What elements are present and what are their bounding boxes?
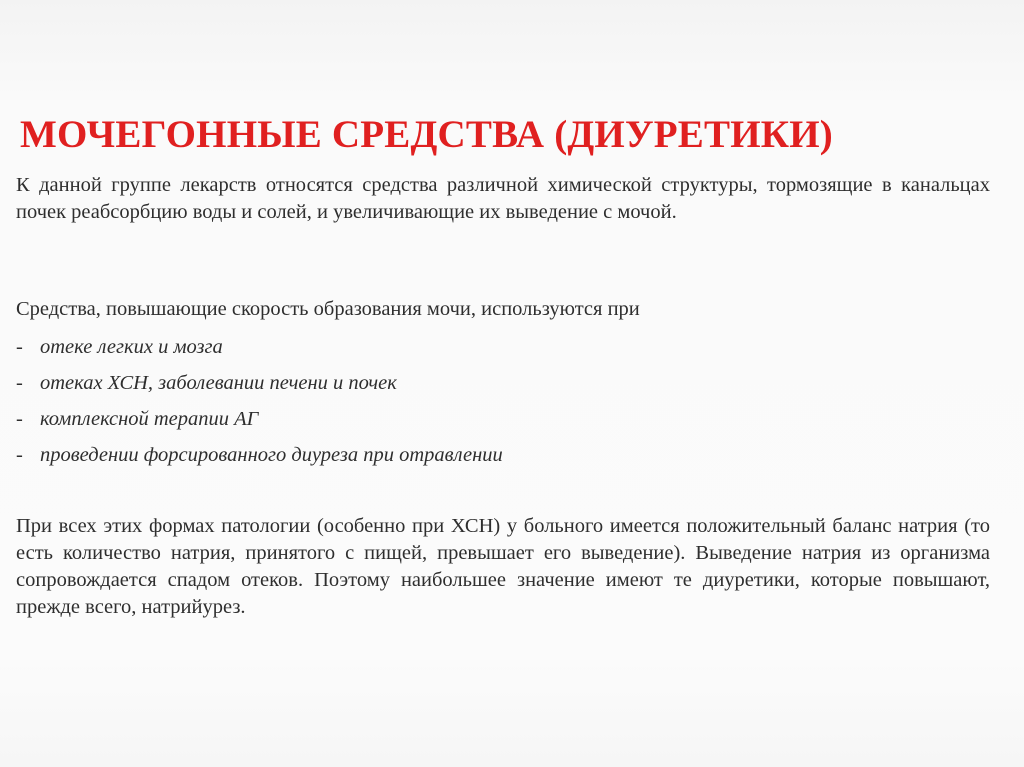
- list-marker: -: [16, 408, 23, 430]
- list-item: [16, 334, 503, 370]
- list-marker: -: [16, 444, 23, 466]
- list-item: [16, 370, 503, 406]
- indications-lead: Средства, повышающие скорость образования мочи, используются при: [16, 298, 640, 320]
- closing-paragraph: При всех этих формах патологии (особенно при ХСН) у больного имеется положительный баланс натрия (то есть количество натрия, принятого с пищей, превышает его выведение). Выведение натрия из организма сопровождается спадом отеков. Поэтому наибольшее значение имеют те диуретики, которые повышают, прежде всего, натрийурез.: [16, 515, 990, 618]
- list-marker: -: [16, 336, 23, 358]
- list-item: [16, 442, 503, 478]
- list-item-text: проведении форсированного диуреза при отравлении: [40, 444, 503, 466]
- list-item-text: отеке легких и мозга: [40, 336, 223, 358]
- list-item-text: комплексной терапии АГ: [40, 408, 259, 430]
- list-item-text: отеках ХСН, заболевании печени и почек: [40, 372, 397, 394]
- intro-paragraph: К данной группе лекарств относятся средства различной химической структуры, тормозящие в канальцах почек реабсорбцию воды и солей, и увеличивающие их выведение с мочой.: [16, 174, 990, 223]
- indications-list: [16, 334, 503, 478]
- slide-title: МОЧЕГОННЫЕ СРЕДСТВА (ДИУРЕТИКИ): [20, 113, 833, 156]
- list-marker: -: [16, 372, 23, 394]
- list-item: [16, 406, 503, 442]
